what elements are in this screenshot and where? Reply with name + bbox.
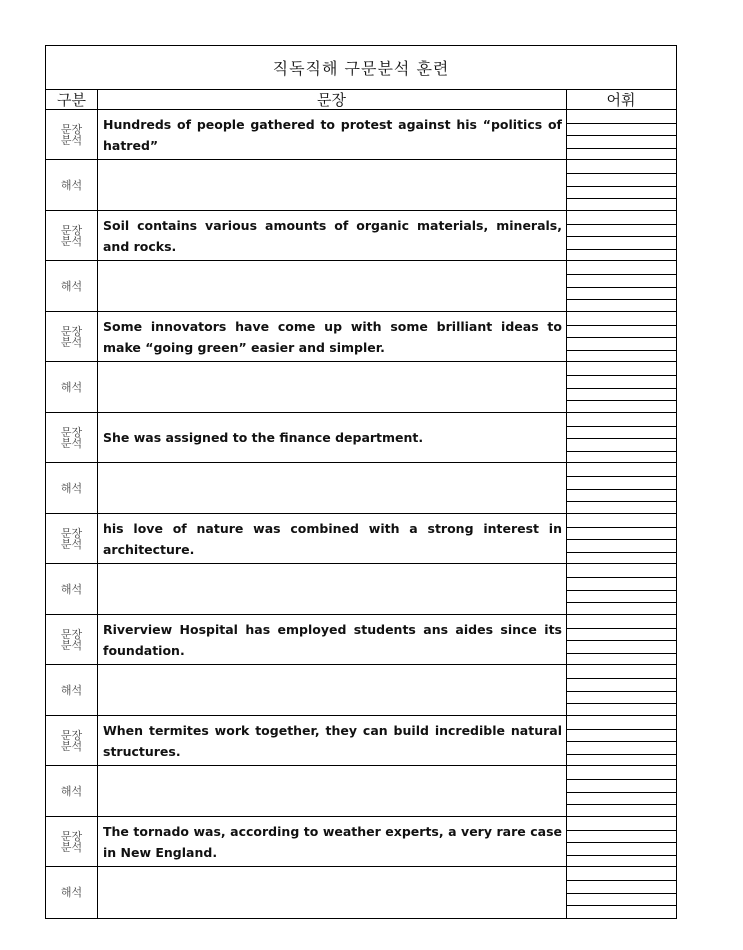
row-pair	[46, 716, 676, 817]
vocab-rule-line	[566, 893, 676, 894]
row-pair	[46, 110, 676, 211]
vocab-rule-line	[566, 842, 676, 843]
vocab-rule-line	[566, 905, 676, 906]
translation-row	[46, 564, 676, 615]
vocab-rule-line	[566, 501, 676, 502]
vocab-rule-line	[566, 539, 676, 540]
translation-cell[interactable]	[97, 160, 566, 210]
worksheet-title: 직독직해 구문분석 훈련	[46, 46, 676, 90]
translation-row	[46, 867, 676, 918]
vocab-rule-line	[566, 148, 676, 149]
sentence-text	[103, 514, 562, 563]
vocab-rule-line	[566, 426, 676, 427]
vocab-rule-line	[566, 186, 676, 187]
vocab-rule-line	[566, 577, 676, 578]
translation-label: 해석	[60, 380, 83, 394]
vocab-rule-line	[566, 287, 676, 288]
translation-label: 해석	[60, 481, 83, 495]
translation-label: 해석	[60, 178, 83, 192]
analysis-label: 문장분석	[60, 829, 83, 854]
translation-cell[interactable]	[97, 362, 566, 412]
analysis-row	[46, 312, 676, 362]
vocab-rule-line	[566, 198, 676, 199]
translation-cell[interactable]	[97, 463, 566, 513]
vocab-rule-line	[566, 855, 676, 856]
vocab-cell[interactable]	[566, 261, 676, 311]
vocab-rule-line	[566, 590, 676, 591]
vocab-rule-line	[566, 640, 676, 641]
vocab-rule-line	[566, 691, 676, 692]
translation-label: 해석	[60, 886, 83, 899]
vocab-rule-line	[566, 350, 676, 351]
analysis-label: 문장분석	[60, 728, 83, 753]
translation-row	[46, 665, 676, 716]
sentence-content: Some innovators have come up with some brilliant ideas to make “going green” easier and simpler.	[103, 318, 562, 355]
vocab-rule-line	[566, 476, 676, 477]
translation-cell[interactable]	[97, 665, 566, 715]
vocab-cell[interactable]	[566, 564, 676, 614]
translation-row	[46, 160, 676, 211]
vocab-rule-line	[566, 880, 676, 881]
header-vocab: 어휘	[566, 89, 676, 110]
vocab-cell[interactable]	[566, 413, 676, 462]
vocab-rule-line	[566, 173, 676, 174]
vocab-cell[interactable]	[566, 716, 676, 765]
vocab-cell[interactable]	[566, 514, 676, 563]
translation-cell[interactable]	[97, 261, 566, 311]
translation-cell[interactable]	[97, 564, 566, 614]
analysis-row	[46, 615, 676, 665]
row-pair	[46, 413, 676, 514]
analysis-label: 문장분석	[60, 324, 83, 349]
translation-row	[46, 261, 676, 312]
header-sentence: 문장	[97, 89, 566, 110]
translation-label: 해석	[60, 683, 83, 697]
sentence-text	[103, 817, 562, 866]
sentence-content: Soil contains various amounts of organic materials, minerals, and rocks.	[103, 217, 562, 254]
row-pair	[46, 817, 676, 918]
sentence-content: Hundreds of people gathered to protest against his “politics of hatred”	[103, 116, 562, 153]
translation-label: 해석	[60, 279, 83, 293]
vocab-rule-line	[566, 135, 676, 136]
vocab-rule-line	[566, 224, 676, 225]
vocab-rule-line	[566, 703, 676, 704]
vocab-rule-line	[566, 325, 676, 326]
header-category: 구분	[46, 89, 97, 110]
vocab-rule-line	[566, 388, 676, 389]
sentence-text	[103, 211, 562, 260]
analysis-row	[46, 110, 676, 160]
row-pair	[46, 615, 676, 716]
vocab-rule-line	[566, 779, 676, 780]
vocab-rule-line	[566, 653, 676, 654]
vocab-cell[interactable]	[566, 817, 676, 866]
analysis-label: 문장분석	[60, 526, 83, 551]
vocab-rule-line	[566, 792, 676, 793]
vocab-rule-line	[566, 729, 676, 730]
sentence-text	[103, 615, 562, 664]
vocab-rule-line	[566, 628, 676, 629]
vocab-rule-line	[566, 299, 676, 300]
vocab-rule-line	[566, 274, 676, 275]
vocab-rule-line	[566, 451, 676, 452]
translation-label: 해석	[60, 784, 83, 798]
vocab-cell[interactable]	[566, 312, 676, 361]
row-pair	[46, 514, 676, 615]
vocab-cell[interactable]	[566, 665, 676, 715]
row-pair	[46, 312, 676, 413]
vocab-cell[interactable]	[566, 211, 676, 260]
vocab-rule-line	[566, 438, 676, 439]
vocab-rule-line	[566, 754, 676, 755]
sentence-content: The tornado was, according to weather experts, a very rare case in New England.	[103, 823, 562, 860]
vocab-cell[interactable]	[566, 160, 676, 210]
analysis-label: 문장분석	[60, 122, 83, 147]
vocab-rule-line	[566, 249, 676, 250]
vocab-rule-line	[566, 400, 676, 401]
sentence-content: She was assigned to the finance department.	[103, 430, 424, 445]
sentence-content: his love of nature was combined with a strong interest in architecture.	[103, 520, 562, 557]
translation-cell[interactable]	[97, 867, 566, 918]
analysis-label: 문장분석	[60, 223, 83, 248]
column-divider	[97, 89, 98, 918]
column-divider	[566, 89, 567, 918]
translation-label: 해석	[60, 582, 83, 596]
vocab-cell[interactable]	[566, 110, 676, 159]
vocab-rule-line	[566, 236, 676, 237]
sentence-text	[103, 312, 562, 361]
vocab-rule-line	[566, 741, 676, 742]
vocab-rule-line	[566, 804, 676, 805]
vocab-cell[interactable]	[566, 362, 676, 412]
sentence-text	[103, 716, 562, 765]
vocab-rule-line	[566, 123, 676, 124]
vocab-rule-line	[566, 552, 676, 553]
analysis-label: 문장분석	[60, 425, 83, 450]
vocab-rule-line	[566, 337, 676, 338]
vocab-rule-line	[566, 489, 676, 490]
sentence-text	[103, 110, 562, 159]
vocab-rule-line	[566, 527, 676, 528]
analysis-row	[46, 211, 676, 261]
analysis-row	[46, 413, 676, 463]
vocab-rule-line	[566, 375, 676, 376]
vocab-cell[interactable]	[566, 615, 676, 664]
sentence-text	[103, 413, 562, 462]
vocab-cell[interactable]	[566, 766, 676, 816]
translation-row	[46, 766, 676, 817]
vocab-rule-line	[566, 602, 676, 603]
analysis-row	[46, 817, 676, 867]
vocab-cell[interactable]	[566, 463, 676, 513]
analysis-label: 문장분석	[60, 627, 83, 652]
translation-row	[46, 463, 676, 514]
translation-cell[interactable]	[97, 766, 566, 816]
vocab-rule-line	[566, 830, 676, 831]
worksheet	[45, 45, 677, 919]
analysis-row	[46, 514, 676, 564]
vocab-cell[interactable]	[566, 867, 676, 918]
sentence-content: Riverview Hospital has employed students ans aides since its foundation.	[103, 621, 562, 658]
row-pair	[46, 211, 676, 312]
vocab-rule-line	[566, 678, 676, 679]
translation-row	[46, 362, 676, 413]
sentence-content: When termites work together, they can build incredible natural structures.	[103, 722, 562, 759]
analysis-row	[46, 716, 676, 766]
